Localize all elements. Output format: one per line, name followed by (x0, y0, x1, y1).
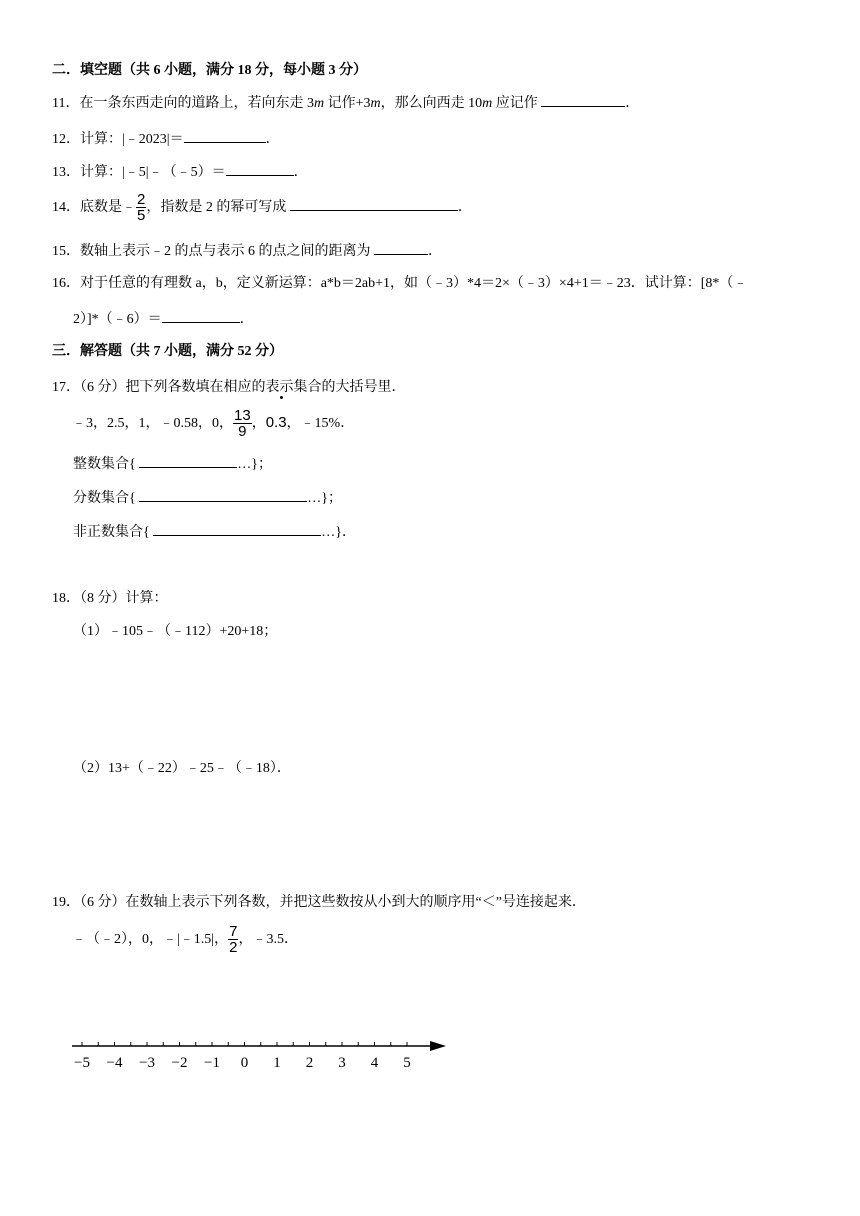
fraction-set-end: …}； (307, 491, 342, 506)
number-line-label: 3 (338, 1055, 346, 1071)
answer-blank[interactable] (541, 93, 625, 107)
number-line-label: 4 (370, 1055, 379, 1071)
number-line-label: −5 (74, 1055, 90, 1071)
fraction-denominator: 2 (229, 939, 238, 957)
q13-end: ． (293, 165, 308, 180)
q11-end: ． (625, 96, 640, 111)
fraction-numerator: 7 (229, 923, 238, 941)
question-16-line1: 16．对于任意的有理数 a，b，定义新运算：a*b＝2ab+1，如（﹣3）*4＝2×（﹣3）×4+1＝﹣23．试计算：[8*（﹣ (52, 276, 748, 291)
integer-set-blank[interactable] (139, 454, 237, 468)
question-17-title: 17．（6 分）把下列各数填在相应的表示集合的大括号里． (52, 380, 406, 395)
q11-unit: m (313, 96, 325, 111)
question-18-part-2: （2）13+（﹣22）﹣25﹣（﹣18）． (73, 761, 291, 776)
number-line-arrowhead (430, 1041, 446, 1051)
fraction-set-label: 分数集合{ (73, 491, 136, 506)
q14-text-a: 14．底数是﹣ (52, 200, 136, 215)
question-13 (52, 162, 308, 183)
question-16-line2 (73, 309, 254, 330)
question-18-title: 18．（8 分）计算： (52, 591, 168, 606)
number-line-label: −3 (139, 1055, 155, 1071)
fraction-denominator: 5 (137, 207, 146, 225)
q11-unit: m (482, 96, 493, 111)
nonpositive-set-line (73, 522, 356, 543)
question-12 (52, 129, 280, 150)
question-11 (52, 93, 639, 114)
nonpositive-set-label: 非正数集合{ (73, 525, 150, 540)
nonpositive-set-end: …}． (321, 525, 356, 540)
fraction-7-2 (228, 924, 238, 955)
number-line-label: −2 (171, 1055, 188, 1071)
q17-comma: ， (251, 416, 266, 431)
q17-numbers-a: ﹣3，2.5，1，﹣0.58，0， (72, 416, 233, 431)
answer-blank[interactable] (162, 309, 240, 323)
q12-text: 12．计算：|﹣2023|＝ (52, 132, 184, 147)
fraction-numerator: 2 (137, 191, 146, 209)
number-line-label: 5 (403, 1055, 411, 1071)
q11-text-a: 11．在一条东西走向的道路上，若向东走 3 (52, 96, 314, 111)
q11-text-b: 记作+3 (324, 96, 371, 111)
answer-blank[interactable] (374, 241, 428, 255)
integer-set-line (73, 454, 272, 475)
fraction-numerator: 13 (234, 407, 251, 425)
question-14 (52, 190, 472, 226)
number-line-label: 0 (240, 1055, 249, 1071)
question-17-numbers (72, 404, 354, 443)
repeating-decimal-digit: 3 (278, 404, 286, 442)
fraction-set-blank[interactable] (139, 488, 307, 502)
number-line-label: 1 (273, 1055, 281, 1071)
answer-blank[interactable] (226, 162, 294, 176)
q19-numbers-a: ﹣（﹣2），0，﹣|﹣1.5|， (72, 932, 229, 947)
q17-numbers-b: ，﹣15%． (286, 416, 355, 431)
q11-unit: m (370, 96, 381, 111)
question-15 (52, 241, 442, 262)
section-3-heading: 三．解答题（共 7 小题，满分 52 分） (52, 344, 283, 359)
answer-blank[interactable] (184, 129, 266, 143)
fraction-neg-2-5 (136, 192, 146, 223)
q15-end: ． (428, 244, 442, 259)
q13-text: 13．计算：|﹣5|﹣（﹣5）＝ (52, 165, 226, 180)
repeating-decimal-prefix: 0. (265, 414, 279, 431)
q11-text-c: ，那么向西走 10 (380, 96, 483, 111)
number-line-label: −1 (204, 1055, 220, 1071)
q14-text-b: ，指数是 2 的幂可写成 (146, 200, 290, 215)
q15-text: 15．数轴上表示﹣2 的点与表示 6 的点之间的距离为 (52, 244, 374, 259)
answer-blank[interactable] (290, 197, 458, 211)
fraction-set-line (73, 488, 342, 509)
q12-end: ． (265, 132, 280, 147)
integer-set-label: 整数集合{ (73, 457, 136, 472)
q11-text-d: 应记作 (492, 96, 542, 111)
q19-numbers-b: ，﹣3.5． (238, 932, 298, 947)
q16-text: 2）]*（﹣6）＝ (73, 312, 162, 327)
question-19-title: 19．（6 分）在数轴上表示下列各数，并把这些数按从小到大的顺序用“＜”号连接起来． (52, 895, 586, 910)
question-19-numbers (72, 920, 298, 960)
integer-set-end: …}； (237, 457, 272, 472)
number-line-label: −4 (106, 1055, 123, 1071)
nonpositive-set-blank[interactable] (153, 522, 321, 536)
fraction-denominator: 9 (233, 423, 252, 439)
q16-end: ． (239, 312, 254, 327)
number-line (62, 1032, 462, 1072)
fraction-13-9 (233, 408, 252, 439)
question-18-part-1: （1）﹣105﹣（﹣112）+20+18； (73, 624, 278, 639)
q14-end: ． (457, 200, 472, 215)
section-2-heading: 二．填空题（共 6 小题，满分 18 分，每小题 3 分） (52, 63, 367, 78)
number-line-label: 2 (305, 1055, 314, 1071)
